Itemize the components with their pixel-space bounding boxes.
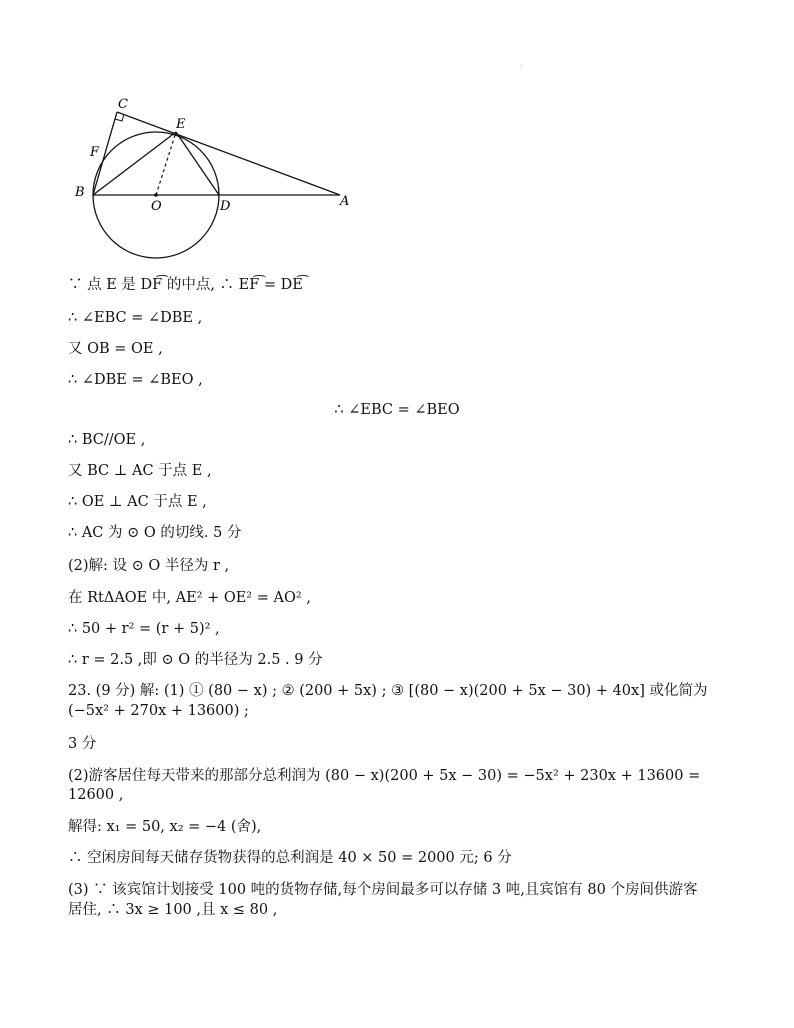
geometry-figure: [70, 92, 360, 262]
label-o: O: [151, 199, 162, 214]
text-line: ∴ AC 为 ⊙ O 的切线. 5 分: [68, 525, 242, 541]
geometry-diagram: [70, 92, 360, 262]
label-a: A: [340, 194, 350, 209]
label-c: C: [118, 97, 128, 112]
text-line: 12600 ,: [68, 787, 124, 803]
text-line: ∴ 50 + r² = (r + 5)² ,: [68, 621, 220, 637]
text-line: (−5x² + 270x + 13600) ;: [68, 703, 249, 719]
text-line: (2)游客居住每天带来的那部分总利润为 (80 − x)(200 + 5x − 30) = −5x² + 230x + 13600 =: [68, 768, 701, 784]
text-line: 又 OB = OE ,: [68, 341, 163, 357]
text-line: 又 BC ⊥ AC 于点 E ,: [68, 463, 212, 479]
label-e: E: [176, 117, 186, 132]
text-line: 解得: x₁ = 50, x₂ = −4 (舍),: [68, 819, 262, 835]
line-ca: [117, 112, 340, 195]
text-line: (3) ∵ 该宾馆计划接受 100 吨的货物存储,每个房间最多可以存储 3 吨,且宾馆有 80 个房间供游客: [68, 882, 698, 898]
text-line: ∴ ∠DBE = ∠BEO ,: [68, 372, 203, 388]
text-line: 3 分: [68, 736, 97, 752]
text-line: ∴ BC//OE ,: [68, 432, 146, 448]
label-d: D: [220, 199, 231, 214]
text-line: 在 RtΔAOE 中, AE² + OE² = AO² ,: [68, 590, 311, 606]
text-line: ∴ ∠EBC = ∠BEO: [334, 402, 460, 418]
text-line: ∴ 空闲房间每天储存货物获得的总利润是 40 × 50 = 2000 元; 6 分: [68, 850, 512, 866]
line-be: [93, 132, 176, 195]
text-line: ∴ ∠EBC = ∠DBE ,: [68, 310, 203, 326]
stray-mark: ·: [520, 62, 523, 71]
line-oe-dashed: [156, 132, 176, 195]
text-line: 居住, ∴ 3x ≥ 100 ,且 x ≤ 80 ,: [68, 902, 278, 918]
text-line: ∵ 点 E 是 DF͡ 的中点, ∴ EF͡ = DE͡: [68, 277, 303, 293]
text-line: ∴ r = 2.5 ,即 ⊙ O 的半径为 2.5 . 9 分: [68, 652, 323, 668]
text-line: (2)解: 设 ⊙ O 半径为 r ,: [68, 558, 230, 574]
label-f: F: [90, 145, 100, 160]
text-line: ∴ OE ⊥ AC 于点 E ,: [68, 494, 207, 510]
label-b: B: [75, 185, 85, 200]
center-dot: [154, 193, 158, 197]
text-line: 23. (9 分) 解: (1) ① (80 − x) ; ② (200 + 5x) ; ③ [(80 − x)(200 + 5x − 30) + 40x] 或化简为: [68, 683, 708, 699]
